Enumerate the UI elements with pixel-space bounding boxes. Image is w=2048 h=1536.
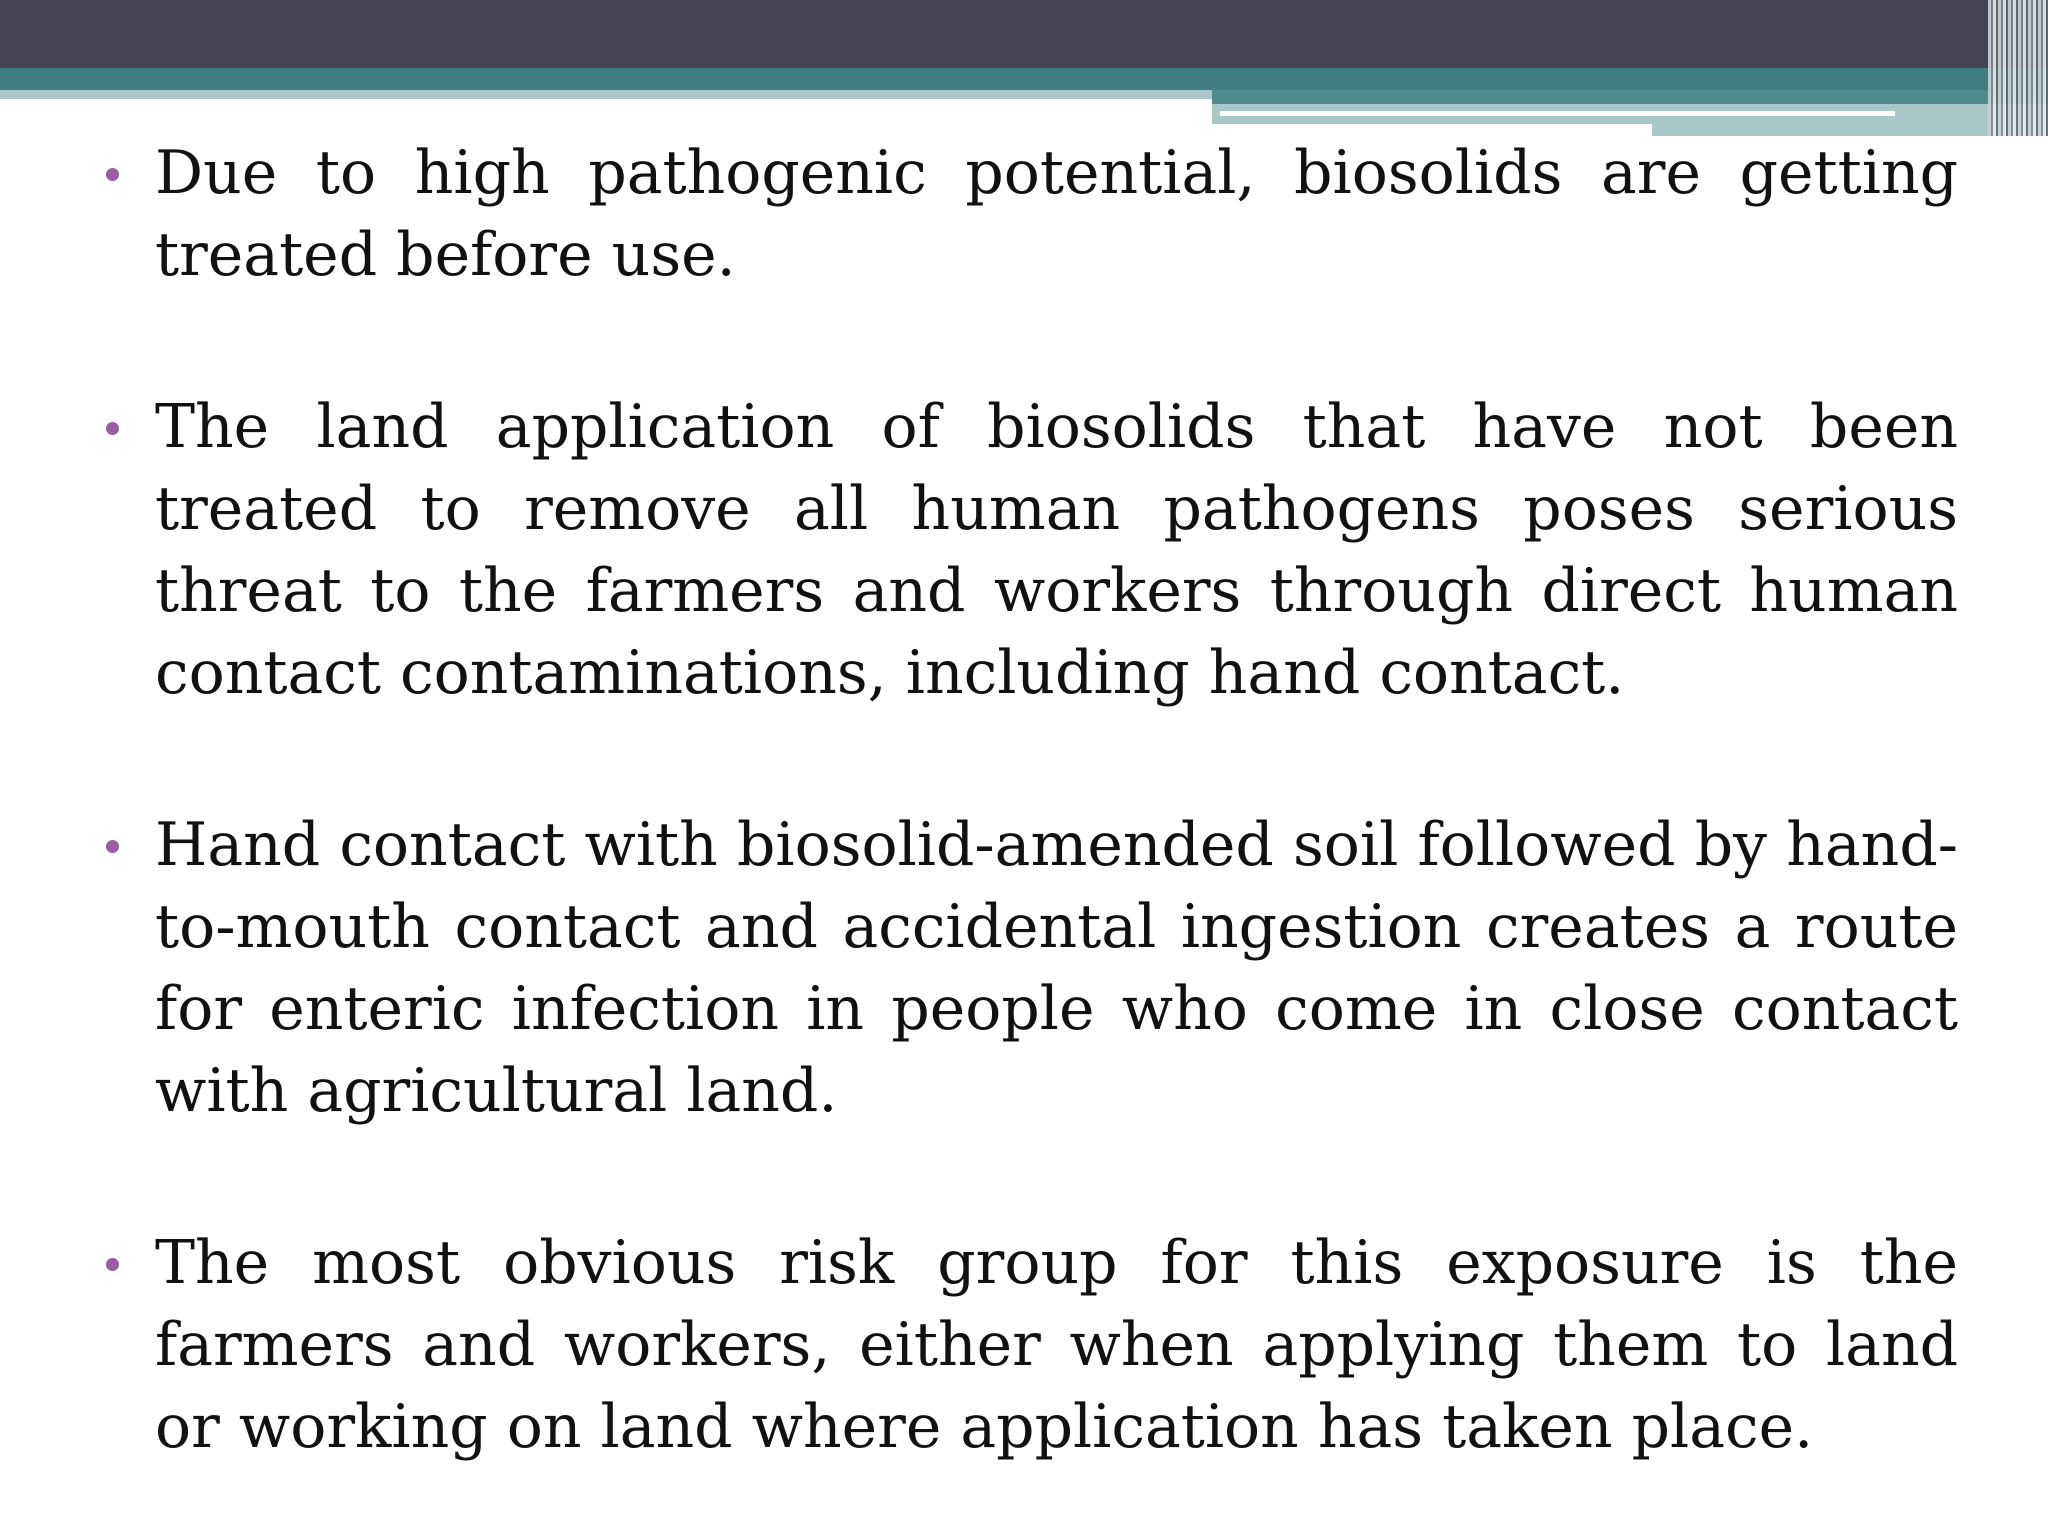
header-teal-band <box>0 68 2048 90</box>
bullet-dot-icon <box>106 1258 119 1271</box>
bullet-item <box>100 804 1958 1132</box>
bullet-text: Hand contact with biosolid-amended soil followed by hand-to-mouth contact and accidental ingestion creates a route for enteric infection in people who come in close contact with agricultural land. <box>155 810 1958 1126</box>
bullet-dot-icon <box>106 422 119 435</box>
header-dark-band <box>0 0 2048 68</box>
bullet-dot-icon <box>106 168 119 181</box>
bullet-item <box>100 386 1958 714</box>
bullet-text: The land application of biosolids that have not been treated to remove all human pathogens poses serious threat to the farmers and workers through direct human contact contaminations, including hand contact. <box>155 392 1958 708</box>
bullet-text: Due to high pathogenic potential, biosolids are getting treated before use. <box>155 138 1958 290</box>
bullet-dot-icon <box>106 840 119 853</box>
header-accent-line <box>1220 111 1895 116</box>
header-light-band-left <box>0 90 1212 99</box>
header-teal-band-right <box>1212 90 2048 104</box>
bullet-item <box>100 132 1958 296</box>
header-stripes-decoration <box>1988 0 2048 136</box>
bullet-list <box>100 132 1958 1468</box>
bullet-item <box>100 1222 1958 1468</box>
bullet-text: The most obvious risk group for this exposure is the farmers and workers, either when applying them to land or working on land where application has taken place. <box>155 1228 1958 1462</box>
